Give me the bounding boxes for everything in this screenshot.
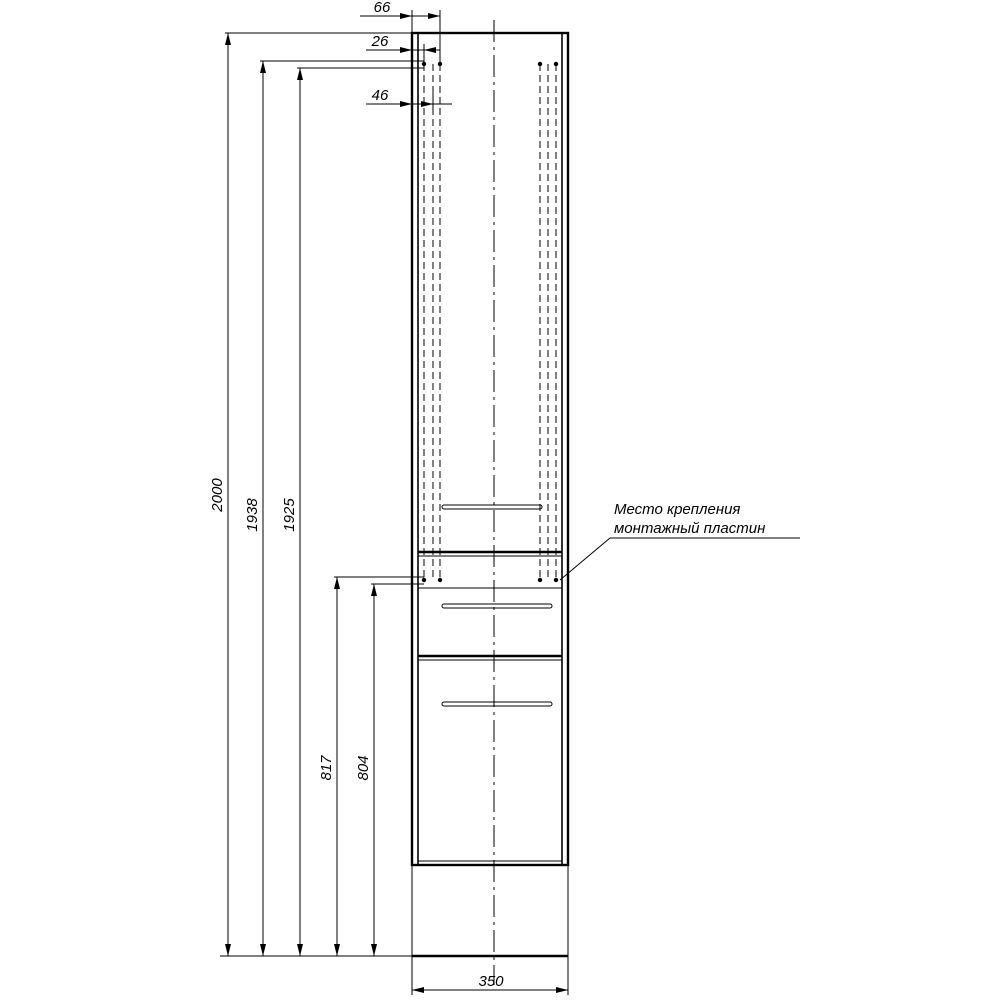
dim-350-label: 350 <box>478 973 504 990</box>
dim-1925-label: 1925 <box>281 498 298 532</box>
dim-26-arrow-left <box>400 47 412 53</box>
handles <box>442 505 552 706</box>
annotation-line-1: Место крепления <box>614 501 741 518</box>
dim-350-arrow-left <box>412 987 424 993</box>
dimension-350 <box>412 865 568 995</box>
lower-door-handle <box>442 702 552 706</box>
upper-door-handle <box>442 505 542 509</box>
dim-1938-label: 1938 <box>244 498 261 532</box>
dim-66-label: 66 <box>373 0 391 16</box>
mount-point-bottom-right-1 <box>538 578 542 582</box>
dim-350-arrow-right <box>556 987 568 993</box>
dimension-1938 <box>244 61 424 956</box>
dim-26-label: 26 <box>371 33 389 50</box>
dim-66-arrow-left <box>400 13 412 19</box>
dim-1938-arrow-bottom <box>260 944 266 956</box>
dim-2000-arrow-bottom <box>225 944 231 956</box>
cabinet-outline <box>412 33 568 865</box>
mount-point-bottom-left-2 <box>438 578 442 582</box>
annotation-line-2: монтажный пластин <box>614 520 766 537</box>
dim-46-label: 46 <box>371 87 389 104</box>
dimension-2000 <box>209 33 412 956</box>
mount-point-top-right-2 <box>554 62 558 66</box>
dim-804-label: 804 <box>355 755 372 781</box>
dim-817-arrow-bottom <box>334 944 340 956</box>
dimension-26 <box>366 33 440 64</box>
dim-804-arrow-bottom <box>371 944 377 956</box>
hidden-mounting-rails <box>424 64 556 580</box>
dimension-804 <box>355 584 424 956</box>
dim-804-arrow-top <box>371 584 377 596</box>
mount-point-bottom-left-1 <box>422 578 426 582</box>
dim-1925-arrow-bottom <box>297 944 303 956</box>
dim-66-arrow-right <box>428 13 440 19</box>
dim-1938-arrow-top <box>260 61 266 73</box>
mounting-plate-annotation <box>560 501 800 580</box>
dimension-1925 <box>281 68 424 956</box>
dim-2000-arrow-top <box>225 33 231 45</box>
dim-817-arrow-top <box>334 577 340 589</box>
mounting-points <box>422 62 558 582</box>
dim-46-arrow-left <box>400 101 412 107</box>
dimension-46 <box>366 87 452 110</box>
cabinet-body <box>412 33 568 865</box>
dim-46-arrow-right <box>421 101 433 107</box>
mount-point-top-right-1 <box>538 62 542 66</box>
dim-2000-label: 2000 <box>209 478 226 512</box>
drawer-handle <box>442 604 552 608</box>
dim-817-label: 817 <box>318 755 335 781</box>
mount-point-bottom-right-2 <box>554 578 558 582</box>
dim-1925-arrow-top <box>297 68 303 80</box>
